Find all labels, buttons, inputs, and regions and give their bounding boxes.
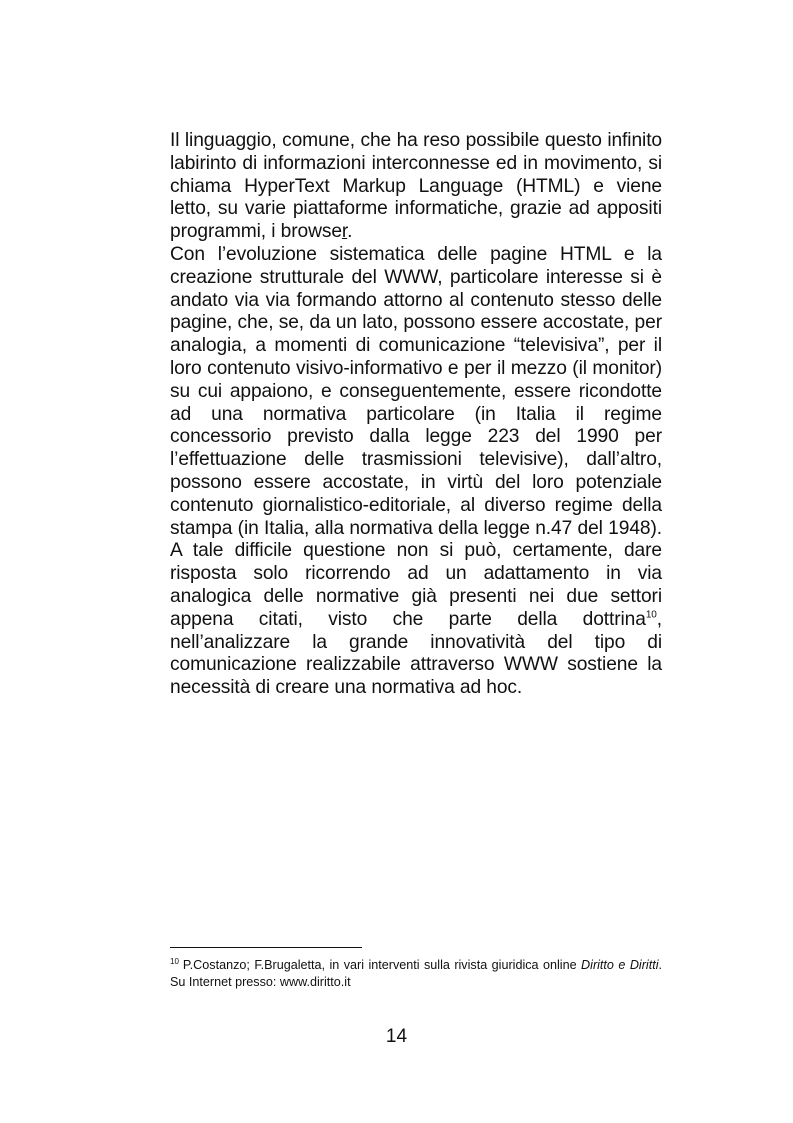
footnote bbox=[170, 957, 662, 991]
footnote-source: . Su Internet presso: www.diritto.it bbox=[170, 958, 662, 989]
footnote-journal-title: Diritto e Diritti bbox=[581, 958, 659, 972]
paragraph-1 bbox=[170, 130, 662, 244]
footnote-reference[interactable]: 10 bbox=[645, 609, 657, 621]
paragraph-2-text-b: , nell’analizzare la grande innovatività del tipo di comunicazione realizzabile attraverso WWW sostiene la necessità di creare una normativa ad hoc. bbox=[170, 608, 662, 699]
footnote-text: P.Costanzo; F.Brugaletta, in vari interventi sulla rivista giuridica online bbox=[182, 958, 582, 972]
paragraph-1-text: Il linguaggio, comune, che ha reso possibile questo infinito labirinto di informazioni interconnesse ed in movimento, si chiama HyperText Markup Language (HTML) e viene letto, su varie piattaforme informatiche, grazie ad appositi programmi, i browse bbox=[170, 130, 662, 243]
underlined-letter: r bbox=[341, 221, 348, 243]
footnote-divider bbox=[170, 947, 362, 948]
footnote-number: 10 bbox=[170, 956, 179, 966]
body-text bbox=[170, 130, 662, 700]
paragraph-2 bbox=[170, 244, 662, 700]
paragraph-2-text-a: Con l’evoluzione sistematica delle pagine HTML e la creazione strutturale del WWW, particolare interesse si è andato via via formando attorno al contenuto stesso delle pagine, che, se, da un lato, possono essere accostate, per analogia, a momenti di comunicazione “televisiva”, per il loro contenuto visivo-informativo e per il mezzo (il monitor) su cui appaiono, e conseguentemente, essere ricondotte ad una normativa particolare (in Italia il regime concessorio previsto dalla legge 223 del 1990 per l’effettuazione delle trasmissioni televisive), dall’altro, possono essere accostate, in virtù del loro potenziale contenuto giornalistico-editoriale, al diverso regime della stampa (in Italia, alla normativa della legge n.47 del 1948). A tale difficile questione non si può, certamente, dare risposta solo ricorrendo ad un adattamento in via analogica delle normative già presenti nei due settori appena citati, visto che parte della dottrina bbox=[170, 243, 662, 630]
page-number: 14 bbox=[385, 1026, 408, 1047]
paragraph-1-end: . bbox=[347, 221, 353, 243]
